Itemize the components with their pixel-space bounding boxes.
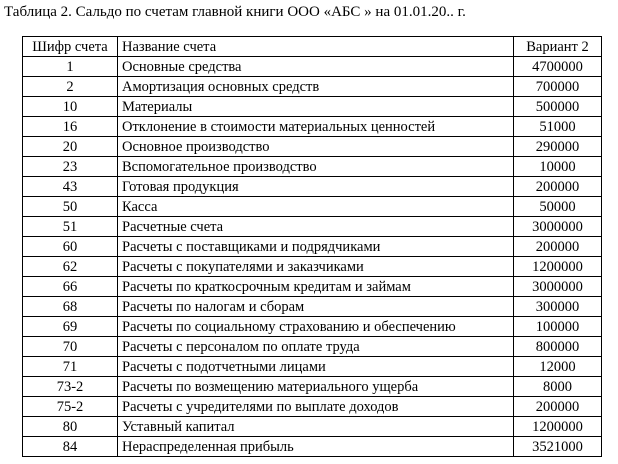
account-code-cell: 70 [23, 337, 118, 357]
header-account-name: Название счета [118, 37, 514, 57]
account-name-cell: Расчетные счета [118, 217, 514, 237]
table-row [23, 217, 602, 237]
balance-value-cell: 3000000 [514, 277, 602, 297]
table-header-row [23, 37, 602, 57]
account-code-cell: 43 [23, 177, 118, 197]
account-code-cell: 50 [23, 197, 118, 217]
account-name-cell: Расчеты по налогам и сборам [118, 297, 514, 317]
account-name-cell: Касса [118, 197, 514, 217]
balance-value-cell: 1200000 [514, 417, 602, 437]
table-row [23, 417, 602, 437]
table-row [23, 277, 602, 297]
balance-value-cell: 700000 [514, 77, 602, 97]
account-code-cell: 84 [23, 437, 118, 457]
account-code-cell: 23 [23, 157, 118, 177]
balance-value-cell: 1200000 [514, 257, 602, 277]
account-name-cell: Амортизация основных средств [118, 77, 514, 97]
account-name-cell: Уставный капитал [118, 417, 514, 437]
account-code-cell: 69 [23, 317, 118, 337]
header-account-code: Шифр счета [23, 37, 118, 57]
balance-value-cell: 8000 [514, 377, 602, 397]
balance-value-cell: 3521000 [514, 437, 602, 457]
balance-value-cell: 800000 [514, 337, 602, 357]
table-row [23, 137, 602, 157]
account-name-cell: Расчеты по социальному страхованию и обеспечению [118, 317, 514, 337]
account-name-cell: Вспомогательное производство [118, 157, 514, 177]
account-code-cell: 71 [23, 357, 118, 377]
account-code-cell: 2 [23, 77, 118, 97]
account-code-cell: 80 [23, 417, 118, 437]
account-name-cell: Расчеты по краткосрочным кредитам и займам [118, 277, 514, 297]
account-code-cell: 16 [23, 117, 118, 137]
account-name-cell: Материалы [118, 97, 514, 117]
table-row [23, 317, 602, 337]
table-row [23, 57, 602, 77]
account-name-cell: Расчеты с поставщиками и подрядчиками [118, 237, 514, 257]
account-code-cell: 10 [23, 97, 118, 117]
account-name-cell: Отклонение в стоимости материальных ценностей [118, 117, 514, 137]
balance-value-cell: 12000 [514, 357, 602, 377]
account-code-cell: 1 [23, 57, 118, 77]
table-caption: Таблица 2. Сальдо по счетам главной книги ООО «АБС » на 01.01.20.. г. [4, 4, 466, 20]
account-code-cell: 73-2 [23, 377, 118, 397]
account-code-cell: 68 [23, 297, 118, 317]
balance-value-cell: 290000 [514, 137, 602, 157]
table-row [23, 177, 602, 197]
table-row [23, 257, 602, 277]
account-name-cell: Основное производство [118, 137, 514, 157]
table-row [23, 297, 602, 317]
table-row [23, 357, 602, 377]
balance-value-cell: 200000 [514, 177, 602, 197]
account-code-cell: 20 [23, 137, 118, 157]
balance-value-cell: 50000 [514, 197, 602, 217]
balance-value-cell: 51000 [514, 117, 602, 137]
account-code-cell: 75-2 [23, 397, 118, 417]
account-name-cell: Расчеты с подотчетными лицами [118, 357, 514, 377]
balance-value-cell: 10000 [514, 157, 602, 177]
header-variant-2: Вариант 2 [514, 37, 602, 57]
table-row [23, 77, 602, 97]
balance-value-cell: 200000 [514, 397, 602, 417]
balance-value-cell: 200000 [514, 237, 602, 257]
account-code-cell: 51 [23, 217, 118, 237]
table-row [23, 437, 602, 457]
table-row [23, 237, 602, 257]
account-code-cell: 62 [23, 257, 118, 277]
balance-value-cell: 500000 [514, 97, 602, 117]
account-name-cell: Нераспределенная прибыль [118, 437, 514, 457]
balance-table [22, 36, 602, 457]
account-name-cell: Расчеты с учредителями по выплате доходов [118, 397, 514, 417]
account-name-cell: Основные средства [118, 57, 514, 77]
balance-value-cell: 4700000 [514, 57, 602, 77]
balance-value-cell: 300000 [514, 297, 602, 317]
balance-value-cell: 3000000 [514, 217, 602, 237]
table-row [23, 117, 602, 137]
account-code-cell: 60 [23, 237, 118, 257]
table-row [23, 157, 602, 177]
table-row [23, 97, 602, 117]
account-name-cell: Расчеты с покупателями и заказчиками [118, 257, 514, 277]
table-row [23, 397, 602, 417]
table-row [23, 197, 602, 217]
account-code-cell: 66 [23, 277, 118, 297]
account-name-cell: Расчеты по возмещению материального ущерба [118, 377, 514, 397]
table-row [23, 377, 602, 397]
account-name-cell: Готовая продукция [118, 177, 514, 197]
table-row [23, 337, 602, 357]
balance-value-cell: 100000 [514, 317, 602, 337]
account-name-cell: Расчеты с персоналом по оплате труда [118, 337, 514, 357]
